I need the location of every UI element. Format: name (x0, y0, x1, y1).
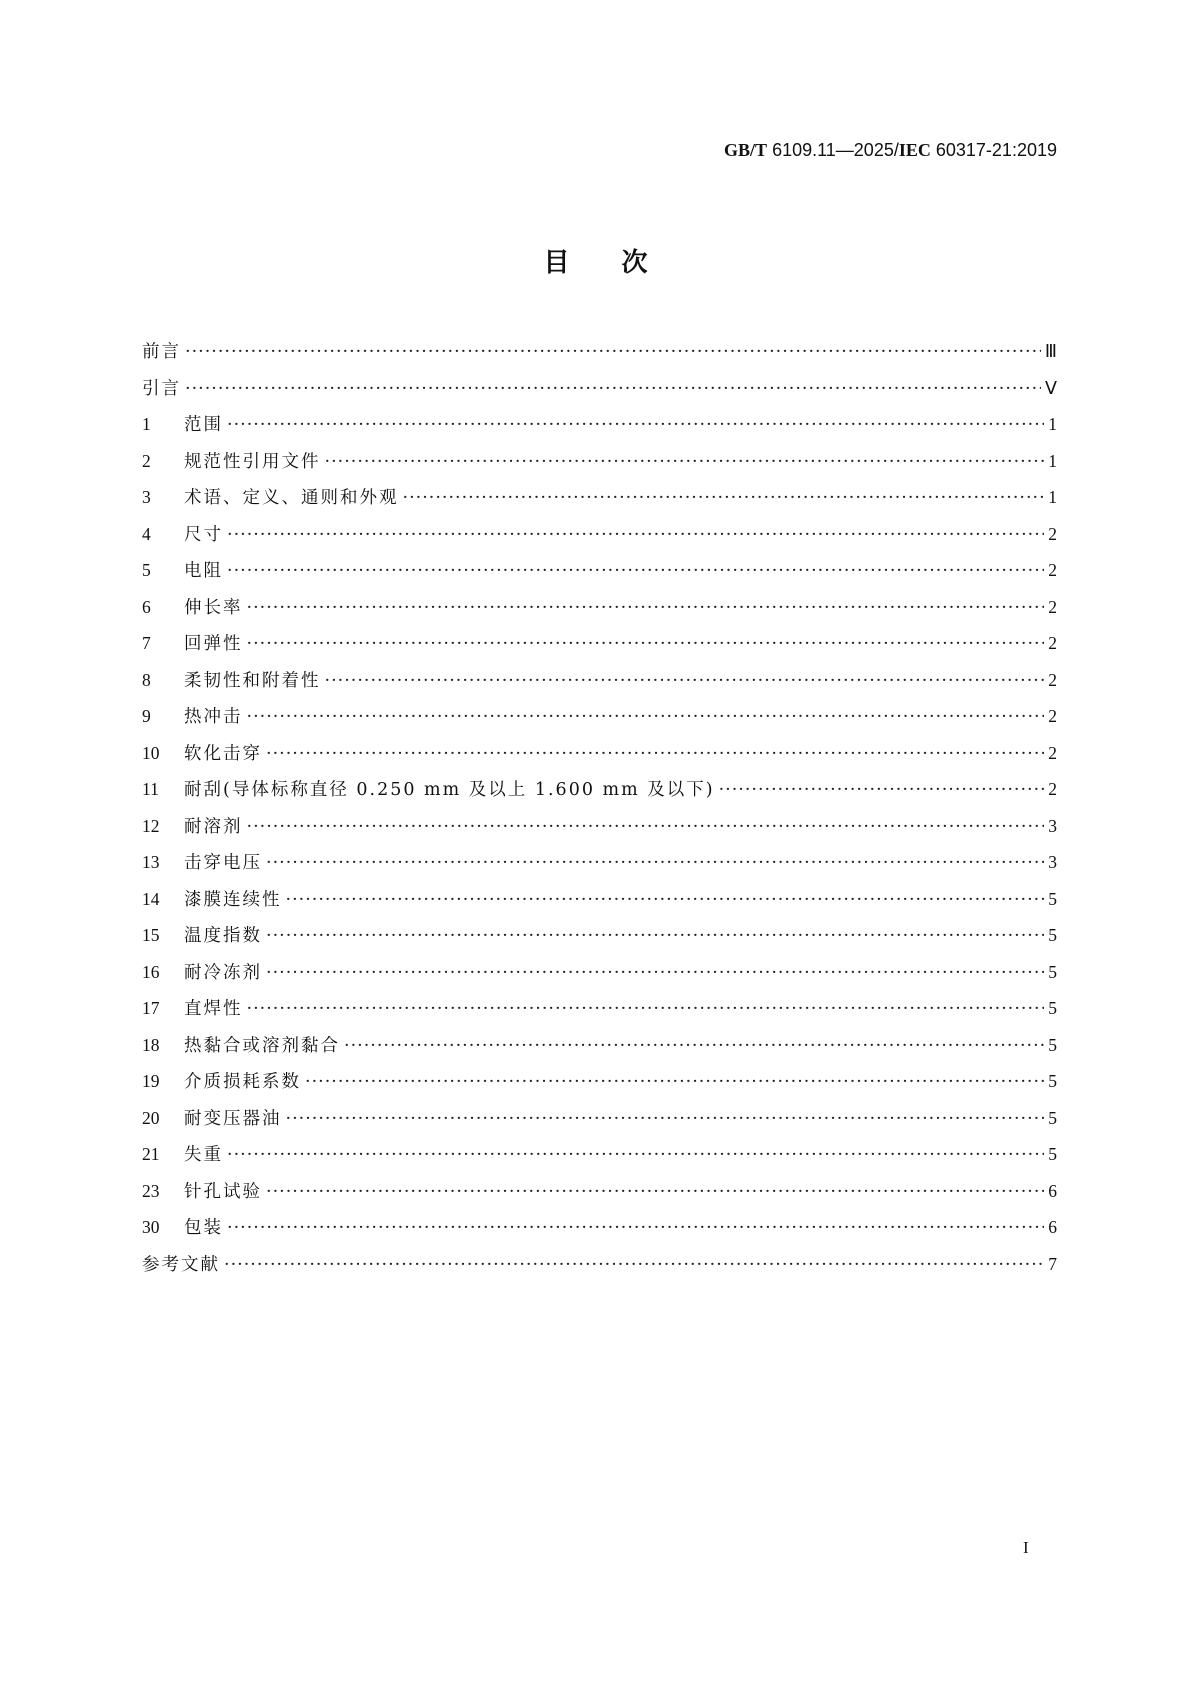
leader-dots (403, 488, 1045, 508)
toc-entry-page: 5 (1048, 998, 1057, 1018)
toc-entry-label: 前言 (142, 342, 181, 362)
toc-entry[interactable] (142, 1105, 1057, 1142)
toc-entry-number: 1 (142, 414, 151, 434)
leader-dots (227, 1218, 1044, 1238)
toc-entry-page: 2 (1048, 596, 1057, 617)
leader-dots (325, 452, 1045, 472)
toc-entry-label: 热黏合或溶剂黏合 (184, 1035, 340, 1056)
toc-entry-number: 16 (142, 961, 160, 982)
toc-entry[interactable] (142, 594, 1057, 631)
toc-entry-page: 5 (1048, 1107, 1057, 1128)
toc-entry-number: 21 (142, 1144, 160, 1164)
toc-entry-page: 2 (1048, 560, 1057, 580)
leader-dots (185, 379, 1041, 399)
toc-entry-label: 耐溶剂 (184, 816, 243, 837)
toc-entry-number: 2 (142, 450, 151, 471)
standard-number (724, 140, 1057, 161)
toc-entry-page: 2 (1048, 523, 1057, 544)
toc-entry[interactable] (142, 411, 1057, 448)
toc-entry-label: 术语、定义、通则和外观 (184, 488, 399, 508)
leader-dots (227, 525, 1044, 545)
leader-dots (227, 415, 1044, 435)
toc-entry[interactable] (142, 776, 1057, 813)
toc-entry-page: 2 (1048, 779, 1057, 799)
toc-entry-label: 直焊性 (184, 999, 243, 1019)
leader-dots (266, 1182, 1044, 1202)
toc-entry[interactable] (142, 448, 1057, 485)
leader-dots (247, 598, 1045, 618)
leader-dots (286, 1109, 1045, 1129)
toc-entry[interactable] (142, 959, 1057, 996)
toc-entry-label: 伸长率 (184, 597, 243, 618)
toc-entry[interactable] (142, 484, 1057, 521)
toc-entry-page: 1 (1048, 487, 1057, 507)
leader-dots (247, 634, 1045, 654)
toc-entry-page: Ⅴ (1045, 377, 1057, 398)
toc-entry-page: 3 (1048, 815, 1057, 836)
toc-entry-page: 2 (1048, 742, 1057, 763)
toc-entry-label: 参考文献 (142, 1254, 220, 1275)
toc-entry-page: 5 (1048, 1144, 1057, 1164)
leader-dots (719, 780, 1045, 800)
toc-entry-label: 击穿电压 (184, 853, 262, 873)
toc-entry[interactable] (142, 375, 1057, 412)
toc-entry[interactable] (142, 1178, 1057, 1215)
toc-entry-page: 2 (1048, 633, 1057, 653)
leader-dots (247, 707, 1045, 727)
toc-entry-number: 19 (142, 1071, 160, 1091)
toc-entry-label: 耐变压器油 (184, 1108, 282, 1129)
std-iec-num: 60317-21:2019 (935, 140, 1057, 160)
toc-entry-page: 2 (1048, 669, 1057, 690)
leader-dots (305, 1072, 1044, 1092)
toc-entry[interactable] (142, 338, 1057, 375)
toc-entry-number: 30 (142, 1217, 160, 1237)
toc-entry-number: 17 (142, 998, 160, 1018)
toc-entry-label: 失重 (184, 1145, 223, 1165)
page-number: I (1023, 1538, 1029, 1557)
leader-dots (247, 999, 1045, 1019)
toc-entry[interactable] (142, 813, 1057, 850)
toc-entry-number: 5 (142, 560, 151, 580)
toc-entry[interactable] (142, 630, 1057, 667)
toc-entry-number: 20 (142, 1107, 160, 1128)
leader-dots (185, 342, 1041, 362)
std-prefix: GB/T (724, 140, 768, 160)
toc-entry[interactable] (142, 995, 1057, 1032)
leader-dots (325, 671, 1045, 691)
leader-dots (266, 853, 1044, 873)
toc-entry-label: 软化击穿 (184, 743, 262, 764)
toc-entry[interactable] (142, 667, 1057, 704)
toc-entry[interactable] (142, 922, 1057, 959)
toc-entry-label: 耐刮(导体标称直径 0.250 mm 及以上 1.600 mm 及以下) (184, 780, 715, 800)
toc-entry-number: 6 (142, 596, 151, 617)
toc-entry-page: 6 (1048, 1217, 1057, 1237)
toc-entry-page: 5 (1048, 1034, 1057, 1055)
toc-entry-page: 2 (1048, 706, 1057, 726)
toc-entry[interactable] (142, 1214, 1057, 1251)
toc-entry-label: 介质损耗系数 (184, 1072, 301, 1092)
toc-entry-page: 1 (1048, 450, 1057, 471)
toc-entry-number: 9 (142, 706, 151, 726)
toc-entry-number: 10 (142, 742, 160, 763)
leader-dots (227, 1145, 1044, 1165)
toc-entry-label: 包装 (184, 1218, 223, 1238)
toc-entry-label: 范围 (184, 415, 223, 435)
leader-dots (266, 926, 1044, 946)
leader-dots (266, 744, 1044, 764)
toc-entry-page: 3 (1048, 852, 1057, 872)
toc-entry-page: 5 (1048, 888, 1057, 909)
toc-entry-page: 6 (1048, 1180, 1057, 1201)
page-title: 目次 (543, 248, 700, 278)
leader-dots (227, 561, 1044, 581)
toc-entry-page: 5 (1048, 925, 1057, 945)
toc-entry-label: 回弹性 (184, 634, 243, 654)
toc-entry[interactable] (142, 1141, 1057, 1178)
leader-dots (344, 1036, 1044, 1056)
toc-entry-number: 11 (142, 779, 159, 799)
toc-entry[interactable] (142, 886, 1057, 923)
toc-entry-number: 15 (142, 925, 160, 945)
leader-dots (286, 890, 1045, 910)
toc-entry[interactable] (142, 849, 1057, 886)
toc-entry-label: 尺寸 (184, 524, 223, 545)
toc-entry-label: 引言 (142, 378, 181, 399)
toc-entry[interactable] (142, 1032, 1057, 1069)
toc-entry-page: 1 (1048, 414, 1057, 434)
toc-entry-number: 8 (142, 669, 151, 690)
leader-dots (224, 1255, 1044, 1275)
toc-entry-number: 18 (142, 1034, 160, 1055)
toc-entry[interactable] (142, 521, 1057, 558)
toc-entry[interactable] (142, 557, 1057, 594)
toc-entry-number: 14 (142, 888, 160, 909)
toc-entry-label: 温度指数 (184, 926, 262, 946)
leader-dots (247, 817, 1045, 837)
toc-entry-label: 耐冷冻剂 (184, 962, 262, 983)
toc-entry-label: 柔韧性和附着性 (184, 670, 321, 691)
toc-entry-number: 7 (142, 633, 151, 653)
table-of-contents (142, 338, 1057, 1287)
toc-entry-label: 漆膜连续性 (184, 889, 282, 910)
toc-entry-label: 规范性引用文件 (184, 451, 321, 472)
toc-entry[interactable] (142, 703, 1057, 740)
toc-entry-number: 12 (142, 815, 160, 836)
toc-entry[interactable] (142, 740, 1057, 777)
toc-entry-page: 7 (1048, 1253, 1057, 1274)
toc-entry-page: 5 (1048, 961, 1057, 982)
toc-entry[interactable] (142, 1068, 1057, 1105)
toc-entry-label: 电阻 (184, 561, 223, 581)
toc-entry-label: 热冲击 (184, 707, 243, 727)
std-num: 6109.11—2025/ (772, 140, 899, 160)
toc-entry-page: 5 (1048, 1071, 1057, 1091)
leader-dots (266, 963, 1044, 983)
toc-entry[interactable] (142, 1251, 1057, 1288)
toc-entry-page: Ⅲ (1044, 341, 1057, 361)
toc-entry-number: 13 (142, 852, 160, 872)
toc-entry-number: 4 (142, 523, 151, 544)
toc-entry-number: 23 (142, 1180, 160, 1201)
toc-entry-number: 3 (142, 487, 151, 507)
std-iec: IEC (898, 140, 931, 160)
toc-entry-label: 针孔试验 (184, 1181, 262, 1202)
